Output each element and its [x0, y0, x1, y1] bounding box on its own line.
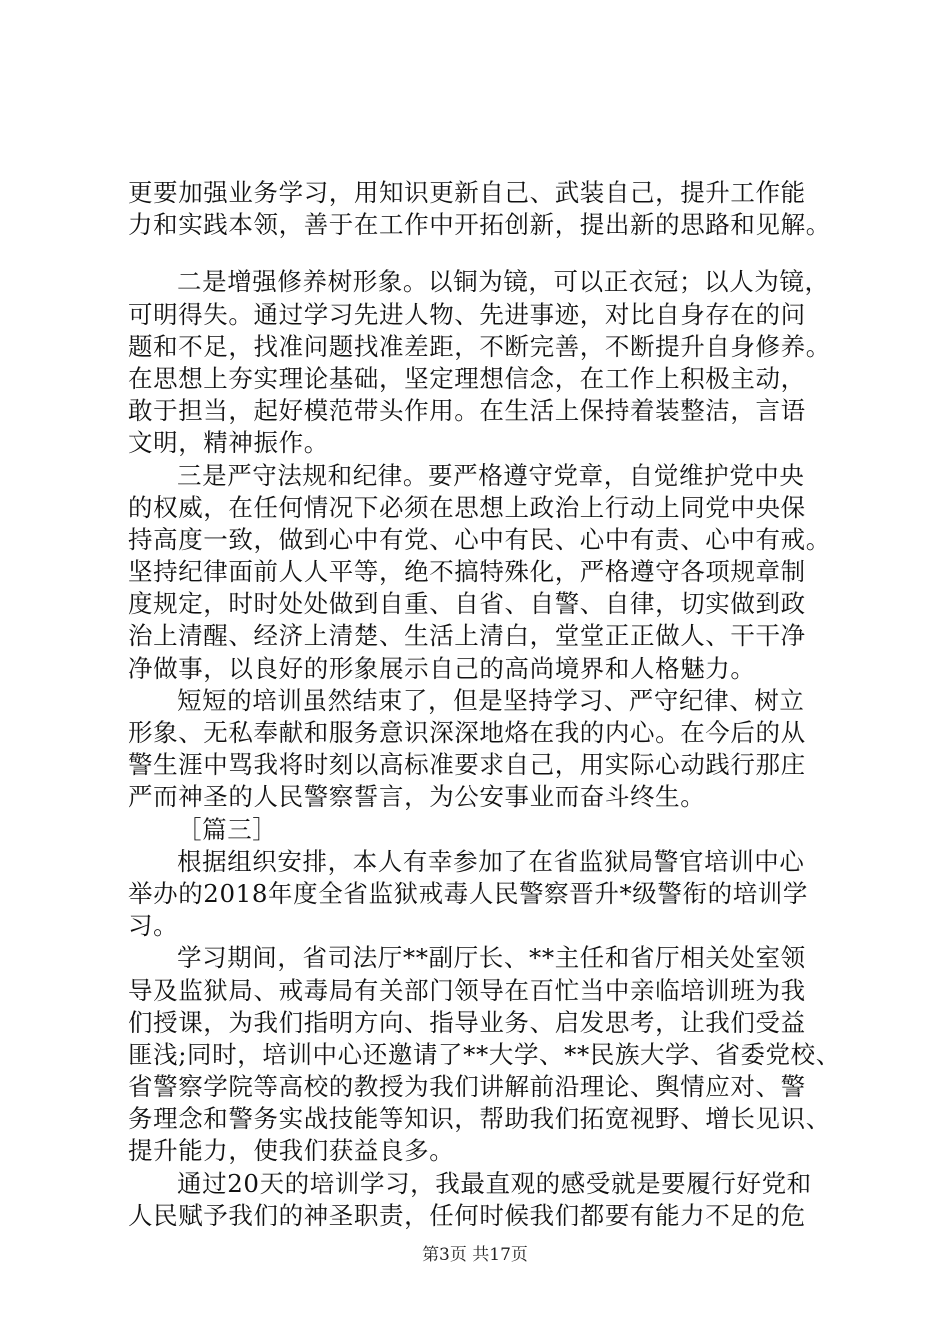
text-line: 二是增强修养树形象。以铜为镜，可以正衣冠；以人为镜，: [177, 267, 830, 297]
text-line: 题和不足，找准问题找准差距，不断完善，不断提升自身修养。: [128, 331, 831, 361]
text-line: 匪浅;同时，培训中心还邀请了**大学、**民族大学、省委党校、: [128, 1039, 841, 1069]
text-line: 严而神圣的人民警察誓言，为公安事业而奋斗终生。: [128, 782, 706, 812]
paragraph: [128, 266, 833, 459]
text-line: 力和实践本领，善于在工作中开拓创新，提出新的思路和见解。: [128, 210, 831, 240]
section-title: ［篇三］: [177, 814, 278, 844]
text-line: 省警察学院等高校的教授为我们讲解前沿理论、舆情应对、警: [128, 1072, 806, 1102]
paragraph: [128, 460, 833, 685]
text-line: 持高度一致，做到心中有党、心中有民、心中有责、心中有戒。: [128, 524, 831, 554]
paragraph: [128, 846, 833, 943]
text-line: 度规定，时时处处做到自重、自省、自警、自律，切实做到政: [128, 589, 806, 619]
text-line: 通过20天的培训学习，我最直观的感受就是要履行好党和: [177, 1168, 812, 1198]
paragraph: [128, 177, 833, 241]
text-line: 人民赋予我们的神圣职责，任何时候我们都要有能力不足的危: [128, 1200, 806, 1230]
page-footer: [0, 1244, 950, 1266]
text-line: 形象、无私奉献和服务意识深深地烙在我的内心。在今后的从: [128, 718, 806, 747]
paragraph: [128, 685, 833, 814]
text-line: 在思想上夯实理论基础，坚定理想信念，在工作上积极主动，: [128, 363, 806, 393]
document-body: [128, 177, 841, 1232]
section-heading: [128, 814, 833, 846]
page-number-label: 第3页 共17页: [422, 1245, 528, 1265]
paragraph: [128, 1168, 833, 1232]
text-line: 更要加强业务学习，用知识更新自己、武装自己，提升工作能: [128, 178, 806, 207]
text-line: 文明，精神振作。: [128, 428, 329, 458]
text-line: 坚持纪律面前人人平等，绝不搞特殊化，严格遵守各项规章制: [128, 557, 806, 587]
text-line: 学习期间，省司法厅**副厅长、**主任和省厅相关处室领: [177, 943, 806, 973]
text-line: 三是严守法规和纪律。要严格遵守党章，自觉维护党中央: [177, 460, 805, 490]
text-line: 净做事，以良好的形象展示自己的高尚境界和人格魅力。: [128, 653, 756, 683]
text-line: 导及监狱局、戒毒局有关部门领导在百忙当中亲临培训班为我: [128, 975, 806, 1005]
text-line: 短短的培训虽然结束了，但是坚持学习、严守纪律、树立: [177, 685, 805, 715]
text-line: 举办的2018年度全省监狱戒毒人民警察晋升*级警衔的培训学: [128, 878, 808, 908]
text-line: 敢于担当，起好模范带头作用。在生活上保持着装整洁，言语: [128, 396, 806, 426]
text-line: 的权威，在任何情况下必须在思想上政治上行动上同党中央保: [128, 492, 806, 522]
text-line: 提升能力，使我们获益良多。: [128, 1136, 455, 1166]
text-line: 根据组织安排，本人有幸参加了在省监狱局警官培训中心: [177, 846, 805, 876]
paragraph: [128, 942, 841, 1167]
text-line: 治上清醒、经济上清楚、生活上清白，堂堂正正做人、干干净: [128, 621, 806, 651]
text-line: 习。: [128, 911, 179, 941]
text-line: 务理念和警务实战技能等知识，帮助我们拓宽视野、增长见识、: [128, 1104, 831, 1134]
text-line: 可明得失。通过学习先进人物、先进事迹，对比自身存在的问: [128, 299, 806, 329]
text-line: 警生涯中骂我将时刻以高标准要求自己，用实际心动践行那庄: [128, 750, 806, 780]
text-line: 们授课，为我们指明方向、指导业务、启发思考，让我们受益: [128, 1007, 806, 1037]
